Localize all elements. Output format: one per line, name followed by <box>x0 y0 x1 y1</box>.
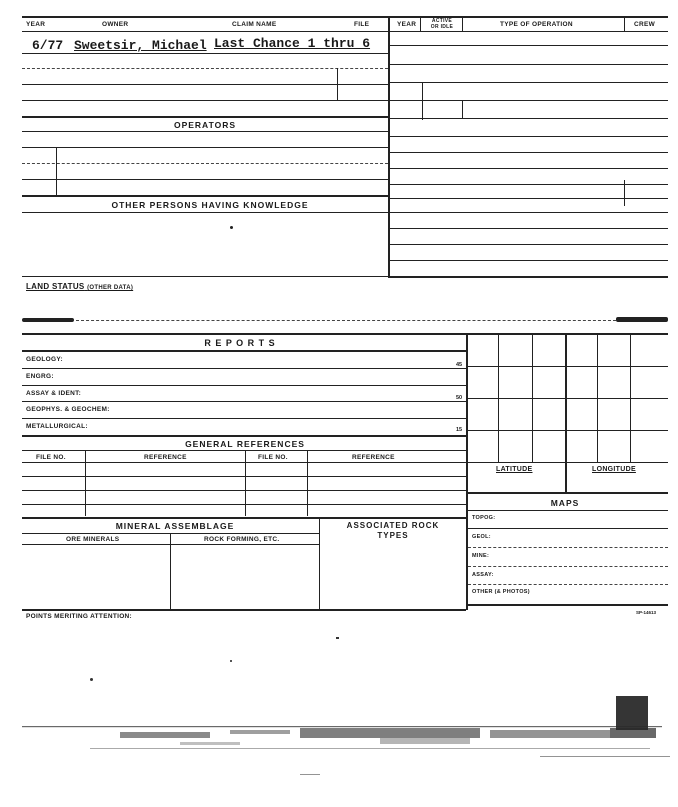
grid-h <box>468 462 668 463</box>
dot-mark <box>230 226 233 229</box>
rock-forming-label: ROCK FORMING, ETC. <box>204 536 280 543</box>
maps-topog: TOPOG: <box>472 515 496 521</box>
reports-right-divider <box>466 333 468 610</box>
report-metallurgical: METALLURGICAL: <box>26 423 88 430</box>
latitude-label: LATITUDE <box>496 466 533 473</box>
operators-underline <box>22 131 388 132</box>
maps-title: MAPS <box>550 498 580 508</box>
ops-row <box>390 82 668 83</box>
refs-col-divider <box>85 450 86 516</box>
ops-row <box>390 184 668 185</box>
refs-col-divider <box>307 450 308 516</box>
maps-row <box>468 528 668 529</box>
ops-row <box>390 244 668 245</box>
operators-row <box>22 163 388 164</box>
ops-row <box>390 212 668 213</box>
top-center-divider <box>388 16 390 278</box>
header-file: FILE <box>354 21 370 28</box>
operators-row <box>22 147 388 148</box>
entry-date: 6/77 <box>32 38 64 53</box>
maps-row <box>468 547 668 548</box>
report-geology: GEOLOGY: <box>26 356 63 363</box>
other-persons-top <box>22 195 388 197</box>
longitude-label: LONGITUDE <box>592 466 636 473</box>
ops-row <box>390 228 668 229</box>
reports-row <box>22 368 466 369</box>
reports-row <box>22 385 466 386</box>
refs-file-no-2: FILE NO. <box>258 454 288 461</box>
other-persons-title: OTHER PERSONS HAVING KNOWLEDGE <box>111 200 309 210</box>
header-divider-year <box>420 16 421 32</box>
ore-minerals-label: ORE MINERALS <box>66 536 120 543</box>
maps-row <box>468 566 668 567</box>
ops-row <box>390 45 668 46</box>
refs-row <box>22 490 466 491</box>
operators-col-divider <box>56 147 57 195</box>
ops-row <box>390 118 668 119</box>
header-divider-active <box>462 16 463 32</box>
mineral-top <box>22 517 466 519</box>
associated-rock-types-title: ASSOCIATED ROCK TYPES <box>346 521 440 540</box>
mineral-header-line <box>22 544 319 545</box>
reports-top <box>22 333 668 335</box>
speck <box>90 678 93 681</box>
smudge-bar-line <box>76 320 616 321</box>
header-divider-crew <box>624 16 625 32</box>
row-line <box>22 100 388 101</box>
maps-mine: MINE: <box>472 553 490 559</box>
header-crew: CREW <box>634 21 656 28</box>
form-number: SP-14613 <box>636 610 657 615</box>
header-year: YEAR <box>26 21 46 28</box>
refs-underline <box>22 450 466 451</box>
operators-row <box>22 179 388 180</box>
refs-file-no-1: FILE NO. <box>36 454 66 461</box>
reports-row <box>22 401 466 402</box>
report-geophys: GEOPHYS. & GEOCHEM: <box>26 406 110 413</box>
land-status-label: LAND STATUS <box>26 282 85 291</box>
mineral-bottom <box>22 609 466 611</box>
ops-bottom <box>390 276 668 278</box>
maps-top <box>468 492 668 494</box>
maps-other: OTHER (& PHOTOS) <box>472 589 530 595</box>
ops-row <box>390 64 668 65</box>
speck <box>230 660 232 662</box>
entry-owner: Sweetsir, Michael <box>74 38 207 53</box>
maps-bottom <box>468 604 668 606</box>
grid-v-center <box>565 333 567 493</box>
refs-col-divider <box>245 450 246 516</box>
other-persons-bottom <box>22 276 388 277</box>
refs-top <box>22 435 466 437</box>
ops-row <box>390 136 668 137</box>
grid-h <box>468 398 668 399</box>
refs-reference-2: REFERENCE <box>352 454 395 461</box>
general-references-title: GENERAL REFERENCES <box>185 439 305 449</box>
entry-claim: Last Chance 1 thru 6 <box>214 36 371 51</box>
refs-row <box>22 476 466 477</box>
operators-top <box>22 116 388 118</box>
header-year-2: YEAR <box>397 21 417 28</box>
land-status-sub: (OTHER DATA) <box>87 285 134 291</box>
top-border <box>22 16 668 18</box>
land-status-title <box>26 282 133 291</box>
refs-row <box>22 504 466 505</box>
header-active-or-idle: ACTIVE OR IDLE <box>430 18 454 30</box>
grid-h <box>468 430 668 431</box>
row-line <box>22 68 388 69</box>
scan-noise-band <box>0 690 678 807</box>
report-num-50: 50 <box>456 395 463 401</box>
mineral-col-divider <box>319 517 320 610</box>
other-persons-underline <box>22 212 388 213</box>
file-col-divider <box>337 68 338 101</box>
refs-header-line <box>22 462 466 463</box>
refs-reference-1: REFERENCE <box>144 454 187 461</box>
report-num-45: 45 <box>456 362 463 368</box>
ops-row <box>390 168 668 169</box>
header-claim-name: CLAIM NAME <box>232 21 277 28</box>
report-engrg: ENGRG: <box>26 373 54 380</box>
ops-row <box>390 100 668 101</box>
header-type-of-operation: TYPE OF OPERATION <box>500 21 573 28</box>
ops-row <box>390 260 668 261</box>
header-owner: OWNER <box>102 21 129 28</box>
ops-col-divider <box>422 82 423 120</box>
ops-row <box>390 152 668 153</box>
smudge-bar-left <box>22 318 74 322</box>
mineral-assemblage-title: MINERAL ASSEMBLAGE <box>115 521 235 531</box>
maps-underline <box>468 510 668 511</box>
row-line <box>22 84 388 85</box>
reports-underline <box>22 350 466 352</box>
header-underline <box>22 31 668 32</box>
reports-title: R E P O R T S <box>204 338 276 348</box>
maps-assay: ASSAY: <box>472 572 494 578</box>
ops-col-divider <box>462 100 463 118</box>
report-num-15: 15 <box>456 427 463 433</box>
speck <box>336 637 339 639</box>
row-line <box>22 53 388 54</box>
reports-row <box>22 418 466 419</box>
ops-col-divider <box>624 180 625 206</box>
points-meriting-label: POINTS MERITING ATTENTION: <box>26 613 133 620</box>
grid-h <box>468 366 668 367</box>
maps-row <box>468 584 668 585</box>
ops-row <box>390 198 668 199</box>
smudge-bar-right <box>616 317 668 322</box>
maps-geol: GEOL: <box>472 534 491 540</box>
operators-title: OPERATORS <box>173 120 237 130</box>
report-assay: ASSAY & IDENT: <box>26 390 82 397</box>
